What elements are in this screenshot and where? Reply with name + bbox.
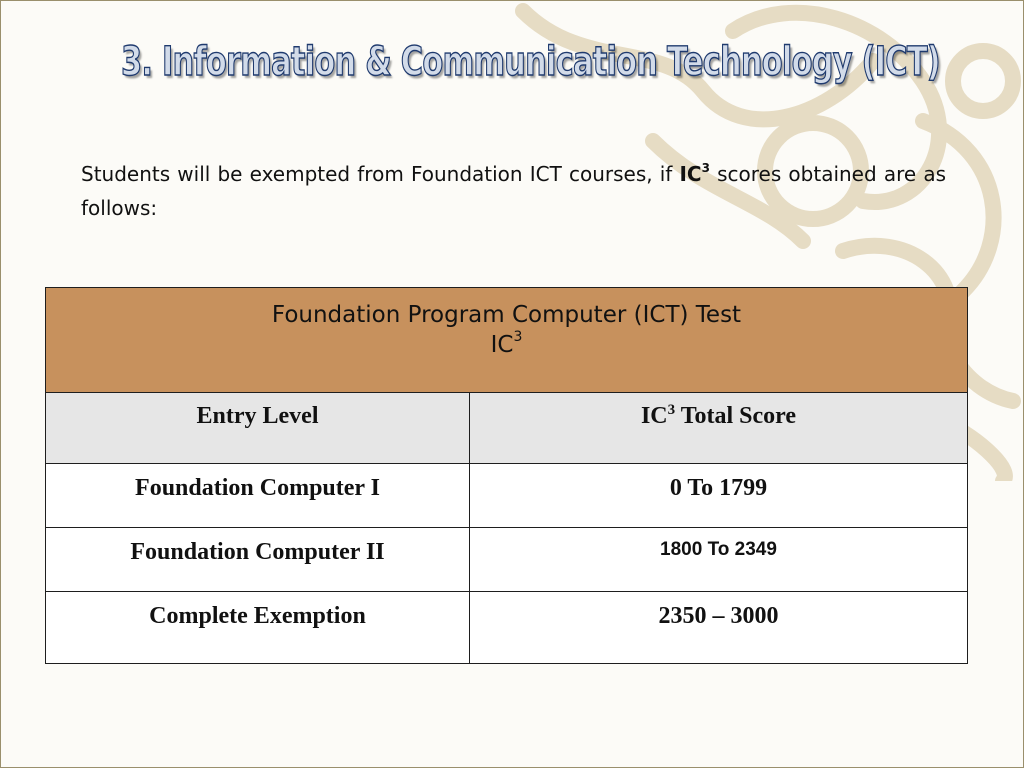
table-header	[46, 288, 968, 393]
column-header-entry-level: Entry Level	[46, 393, 470, 464]
intro-text-start: Students will be exempted from Foundation ICT courses, if	[81, 162, 680, 186]
table-header-title: Foundation Program Computer (ICT) Test	[271, 302, 742, 328]
intro-paragraph	[81, 157, 946, 225]
entry-level-cell: Foundation Computer II	[46, 528, 470, 592]
score-range-cell: 2350 – 3000	[470, 592, 968, 664]
entry-level-cell: Complete Exemption	[46, 592, 470, 664]
score-range-cell: 1800 To 2349	[470, 528, 968, 592]
ic3-superscript: 3	[701, 161, 710, 175]
slide-title: 3. Information & Communication Technology (ICT)	[121, 39, 940, 85]
table-row	[46, 592, 968, 664]
intro-text-end: scores obtained are as follows:	[81, 162, 946, 220]
table-header-subtitle: $IC^3$	[490, 329, 523, 358]
ic3-score-table	[45, 287, 968, 664]
column-header-total-score: $IC^3$ Total Score	[470, 393, 968, 464]
entry-level-cell: Foundation Computer I	[46, 464, 470, 528]
ic3-term: $IC^3$	[679, 161, 710, 186]
score-range-cell: 0 To 1799	[470, 464, 968, 528]
table-row	[46, 464, 968, 528]
table-row	[46, 528, 968, 592]
